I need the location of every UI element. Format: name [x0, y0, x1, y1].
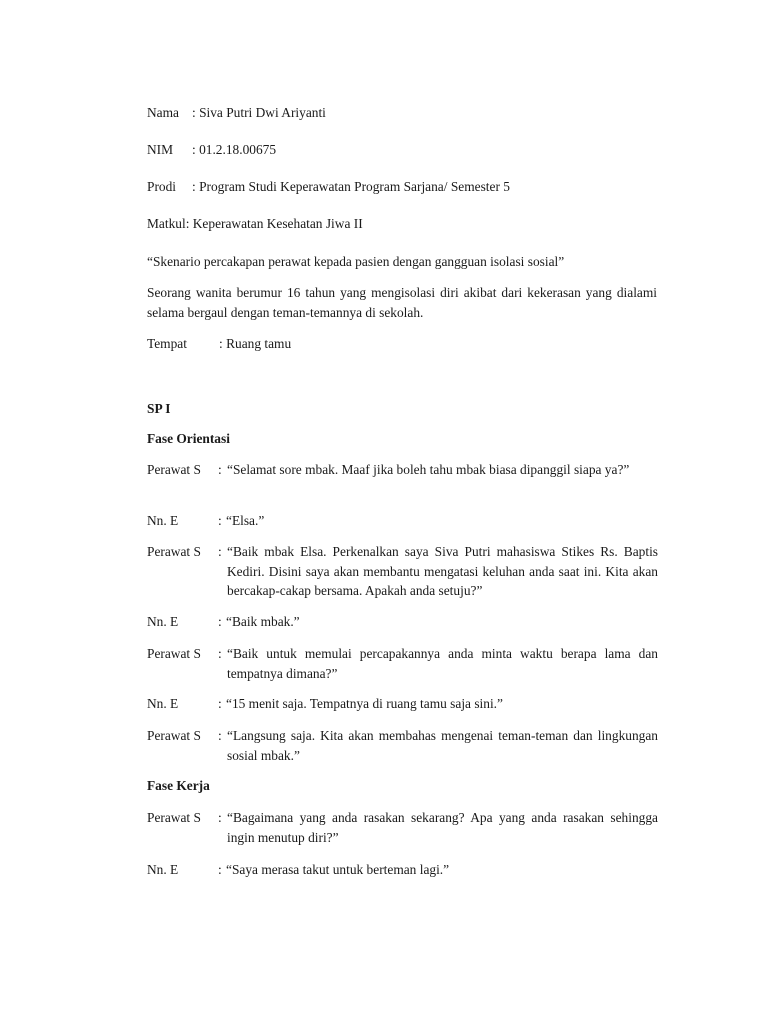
speaker-colon: :: [218, 810, 222, 825]
matkul-label: Matkul: [147, 216, 186, 231]
header-nama: [147, 104, 326, 121]
place-label: Tempat: [147, 336, 187, 351]
header-matkul: [147, 215, 363, 232]
speaker-name: Nn. E: [147, 696, 179, 711]
dialog-text: “Selamat sore mbak. Maaf jika boleh tahu mbak biasa dipanggil siapa ya?”: [227, 462, 630, 477]
sp-heading: SP I: [147, 401, 171, 416]
scenario-description: Seorang wanita berumur 16 tahun yang mengisolasi diri akibat dari kekerasan yang dialami selama bergaul dengan teman-temannya di sekolah.: [147, 285, 657, 320]
dialog-line: [147, 694, 658, 714]
phase-work-heading: Fase Kerja: [147, 778, 210, 793]
speaker-name: Perawat S: [147, 810, 201, 825]
dialog-text: “Baik untuk memulai percapakannya anda minta waktu berapa lama dan tempatnya dimana?”: [227, 646, 658, 681]
speaker-colon: :: [218, 646, 222, 661]
speaker-colon: :: [218, 614, 222, 629]
nama-label: Nama: [147, 105, 179, 120]
prodi-value: : Program Studi Keperawatan Program Sarjana/ Semester 5: [192, 179, 510, 194]
speaker-name: Perawat S: [147, 728, 201, 743]
dialog-text: “Baik mbak Elsa. Perkenalkan saya Siva Putri mahasiswa Stikes Rs. Baptis Kediri. Disini saya akan membantu mengatasi keluhan anda saat ini. Kita akan bercakap-cakap bersama. Apakah anda setuju?”: [227, 544, 658, 598]
dialog-line: [147, 808, 658, 847]
dialog-line: [147, 542, 658, 601]
header-prodi: [147, 178, 510, 195]
dialog-text: “Langsung saja. Kita akan membahas mengenai teman-teman dan lingkungan sosial mbak.”: [227, 728, 658, 763]
speaker-colon: :: [218, 462, 222, 477]
dialog-text: “Baik mbak.”: [226, 614, 300, 629]
speaker-name: Nn. E: [147, 862, 179, 877]
speaker-name: Perawat S: [147, 462, 201, 477]
nim-label: NIM: [147, 142, 174, 157]
place-row: [147, 335, 291, 352]
speaker-colon: :: [218, 513, 222, 528]
header-nim: [147, 141, 276, 158]
speaker-name: Nn. E: [147, 614, 179, 629]
speaker-colon: :: [218, 728, 222, 743]
dialog-text: “15 menit saja. Tempatnya di ruang tamu saja sini.”: [226, 696, 503, 711]
dialog-text: “Bagaimana yang anda rasakan sekarang? Apa yang anda rasakan sehingga ingin menutup diri?”: [227, 810, 658, 845]
dialog-line: [147, 460, 658, 480]
scenario-title: “Skenario percakapan perawat kepada pasien dengan gangguan isolasi sosial”: [147, 254, 565, 269]
matkul-value: : Keperawatan Kesehatan Jiwa II: [185, 216, 363, 231]
dialog-line: [147, 511, 658, 531]
prodi-label: Prodi: [147, 179, 177, 194]
speaker-name: Perawat S: [147, 646, 201, 661]
speaker-name: Perawat S: [147, 544, 201, 559]
phase-orientation-heading: Fase Orientasi: [147, 431, 230, 446]
nama-value: : Siva Putri Dwi Ariyanti: [192, 105, 326, 120]
speaker-colon: :: [218, 696, 222, 711]
speaker-name: Nn. E: [147, 513, 179, 528]
dialog-text: “Elsa.”: [226, 513, 265, 528]
dialog-line: [147, 612, 658, 632]
dialog-line: [147, 726, 658, 765]
dialog-line: [147, 644, 658, 683]
speaker-colon: :: [218, 544, 222, 559]
speaker-colon: :: [218, 862, 222, 877]
dialog-line: [147, 860, 658, 880]
place-value: : Ruang tamu: [219, 336, 292, 351]
nim-value: : 01.2.18.00675: [192, 142, 277, 157]
dialog-text: “Saya merasa takut untuk berteman lagi.”: [226, 862, 450, 877]
